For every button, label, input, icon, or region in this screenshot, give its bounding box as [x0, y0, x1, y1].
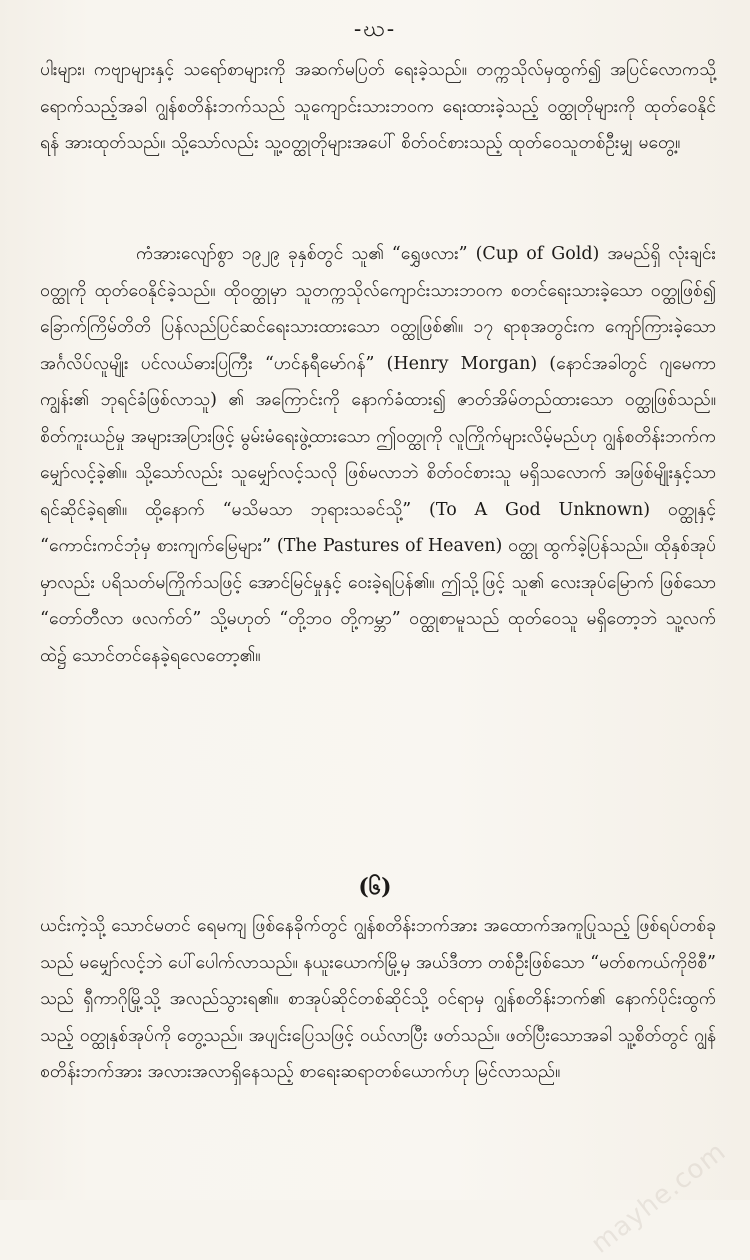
section-heading: (၆)	[358, 874, 392, 900]
page-number: -ဃ-	[353, 17, 397, 42]
paragraph-continued	[40, 52, 716, 162]
watermark: mayhe.com	[585, 1136, 732, 1260]
paragraph-text: ပါးများ၊ ကဗျာများနှင့် သရော်စာများကို အဆက်မပြတ် ရေးခဲ့သည်။ တက္ကသိုလ်မှထွက်၍ အပြင်လောကသို့ ရောက်သည့်အခါ ဂျွန်စတိန်းဘက်သည် သူကျောင်းသားဘဝက ရေးထားခဲ့သည့် ဝတ္ထုတိုများကို ထုတ်ဝေနိုင်ရန် အားထုတ်သည်။ သို့သော်လည်း သူ့ဝတ္ထုတိုများအပေါ် စိတ်ဝင်စားသည့် ထုတ်ဝေသူတစ်ဦးမျှ မတွေ့။	[40, 60, 716, 153]
paragraph-text: ကံအားလျော်စွာ ၁၉၂၉ ခုနှစ်တွင် သူ၏ “ရွှေဖလား” (Cup of Gold) အမည်ရှိ လုံးချင်းဝတ္ထုကို ထုတ်ဝေနိုင်ခဲ့သည်။ ထိုဝတ္ထုမှာ သူတက္ကသိုလ်ကျောင်းသားဘဝက စတင်ရေးသားခဲ့သော ဝတ္ထုဖြစ်၍ ခြောက်ကြိမ်တိတိ ပြန်လည်ပြင်ဆင်ရေးသားထားသော ဝတ္ထုဖြစ်၏။ ၁၇ ရာစုအတွင်းက ကျော်ကြားခဲ့သော အင်္ဂလိပ်လူမျိုး ပင်လယ်ဓားပြကြီး “ဟင်နရီမော်ဂန်” (Henry Morgan) (နောင်အခါတွင် ဂျမေကာကျွန်း၏ ဘုရင်ခံဖြစ်လာသူ) ၏ အကြောင်းကို နောက်ခံထား၍ ဇာတ်အိမ်တည်ထားသော ဝတ္ထုဖြစ်သည်။ စိတ်ကူးယဉ်မှု အများအပြားဖြင့် မွမ်းမံရေးဖွဲ့ထားသော ဤဝတ္ထုကို လူကြိုက်များလိမ့်မည်ဟု ဂျွန်စတိန်းဘက်က မျှော်လင့်ခဲ့၏။ သို့သော်လည်း သူမျှော်လင့်သလို ဖြစ်မလာဘဲ စိတ်ဝင်စားသူ မရှိသလောက် အဖြစ်မျိုးနှင့်သာ ရင်ဆိုင်ခဲ့ရ၏။ ထို့နောက် “မသိမသာ ဘုရားသခင်သို့” (To A God Unknown) ဝတ္ထုနှင့် “ကောင်းကင်ဘုံမှ စားကျက်မြေများ” (The Pastures of Heaven) ဝတ္ထု ထွက်ခဲ့ပြန်သည်။ ထိုနှစ်အုပ်မှာလည်း ပရိသတ်မကြိုက်သဖြင့် အောင်မြင်မှုနှင့် ဝေးခဲ့ရပြန်၏။ ဤသို့ဖြင့် သူ၏ လေးအုပ်မြောက် ဖြစ်သော “တော်တီလာ ဖလက်တ်” သို့မဟုတ် “တို့ဘဝ တို့ကမ္ဘာ” ဝတ္ထုစာမူသည် ထုတ်ဝေသူ မရှိတော့ဘဲ သူ့လက်ထဲ၌ သောင်တင်နေခဲ့ရလေတော့၏။	[40, 244, 716, 666]
paragraph-section-6	[40, 908, 716, 1091]
paragraph-cup-of-gold	[40, 236, 716, 674]
paragraph-text: ယင်းကဲ့သို့ သောင်မတင် ရေမကျ ဖြစ်နေခိုက်တွင် ဂျွန်စတိန်းဘက်အား အထောက်အကူပြုသည့် ဖြစ်ရပ်တစ်ခုသည် မမျှော်လင့်ဘဲ ပေါ်ပေါက်လာသည်။ နယူးယောက်မြို့မှ အယ်ဒီတာ တစ်ဦးဖြစ်သော “မတ်စကယ်ကိုဗိစီ” သည် ရှီကာဂိုမြို့သို့ အလည်သွားရ၏။ စာအုပ်ဆိုင်တစ်ဆိုင်သို့ ဝင်ရာမှ ဂျွန်စတိန်းဘက်၏ နောက်ပိုင်းထွက်သည့် ဝတ္ထုနှစ်အုပ်ကို တွေ့သည်။ အပျင်းပြေသဖြင့် ဝယ်လာပြီး ဖတ်သည်။ ဖတ်ပြီးသောအခါ သူ့စိတ်တွင် ဂျွန်စတိန်းဘက်အား အလားအလာရှိနေသည့် စာရေးဆရာတစ်ယောက်ဟု မြင်လာသည်။	[40, 916, 717, 1082]
